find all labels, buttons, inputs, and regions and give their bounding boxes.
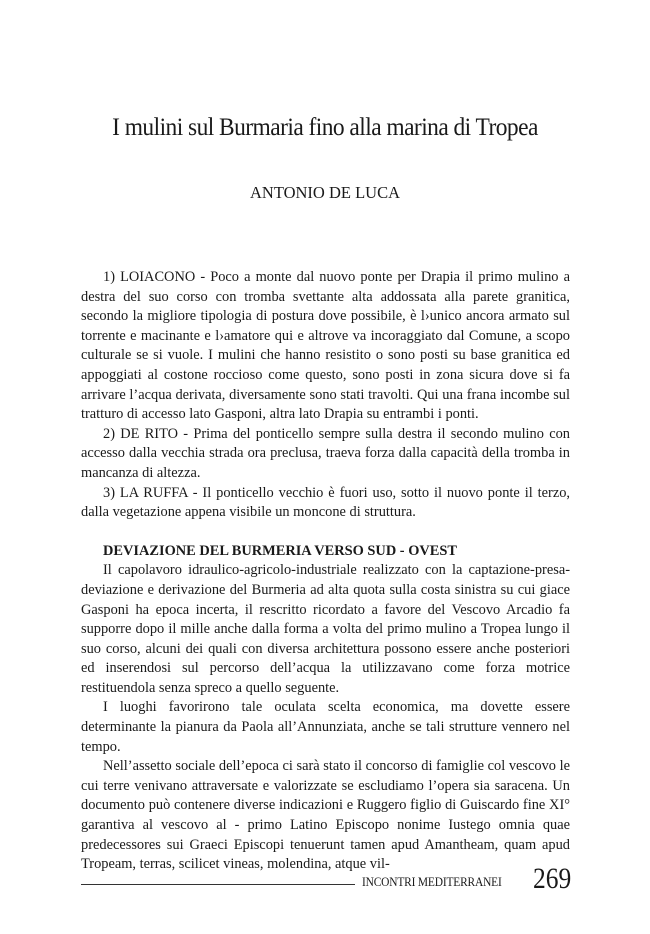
paragraph: Il capolavoro idraulico-agricolo-industriale realizzato con la captazione-presa-deviazione e derivazione del Burmeria ad alta quota sulla costa sinistra su cui giace Gasponi ha epoca incerta, il rescritto ricordato a favore del Vescovo Arcadio fa supporre dopo il mille anche dalla forma a volta del primo mulino a Tropea lungo il suo corso, alcuni dei quali con diversa architettura possono essere anche posteriori ed inserendosi sul percorso dell’acqua la utilizzavano come forza motrice restituendola senza spreco a quello seguente. bbox=[81, 562, 570, 696]
journal-name: INCONTRI MEDITERRANEI bbox=[362, 874, 502, 889]
paragraph: 1) LOIACONO - Poco a monte dal nuovo ponte per Drapia il primo mulino a destra del suo corso con tromba svettante alta addossata alla parete granitica, secondo la migliore tipologia di postura dove possibile, è l›unico ancora armato sul torrente e macinante e l›amatore qui e altrove va incoraggiato dal Comune, a scopo culturale se si vuole. I mulini che hanno resistito o sono posti su base granitica ed appoggiati al costone roccioso come questo, sono posti in zona sicura dove si fa arrivare l’acqua derivata, diversamente sono stati travolti. Qui una frana incombe sul tratturo di accesso lato Gasponi, altra lato Drapia su entrambi i ponti. bbox=[81, 269, 570, 423]
article-author: ANTONIO DE LUCA bbox=[249, 183, 400, 202]
article-title: I mulini sul Burmaria fino alla marina di Tropea bbox=[112, 112, 538, 141]
paragraph: 3) LA RUFFA - Il ponticello vecchio è fuori uso, sotto il nuovo ponte il terzo, dalla vegetazione appena visibile un moncone di struttura. bbox=[81, 484, 570, 521]
article-body bbox=[81, 268, 570, 875]
paragraph: Nell’assetto sociale dell’epoca ci sarà stato il concorso di famiglie col vescovo le cui terre venivano attraversate e valorizzate se escludiamo l’opera sia saracena. Un documento può contenere diverse indicazioni e Ruggero figlio di Guiscardo fine XI° garantiva al vescovo al - primo Latino Episcopo nonime Iustego omnia quae predecessores sui Graeci Episcopi tenuerunt tamen apud Amantheam, quam apud Tropeam, terras, scilicet vineas, molendina, atque vil- bbox=[81, 758, 570, 873]
page-number: 269 bbox=[533, 862, 572, 895]
footer-rule bbox=[81, 884, 355, 885]
paragraph: 2) DE RITO - Prima del ponticello sempre sulla destra il secondo mulino con accesso dalla vecchia strada ora preclusa, traeva forza dalla capacità della tromba in mancanza di altezza. bbox=[81, 425, 570, 481]
paragraph: I luoghi favorirono tale oculata scelta economica, ma dovette essere determinante la pianura da Paola all’Annunziata, anche se tali strutture vennero nel tempo. bbox=[81, 699, 570, 755]
section-heading: DEVIAZIONE DEL BURMERIA VERSO SUD - OVEST bbox=[103, 542, 457, 559]
